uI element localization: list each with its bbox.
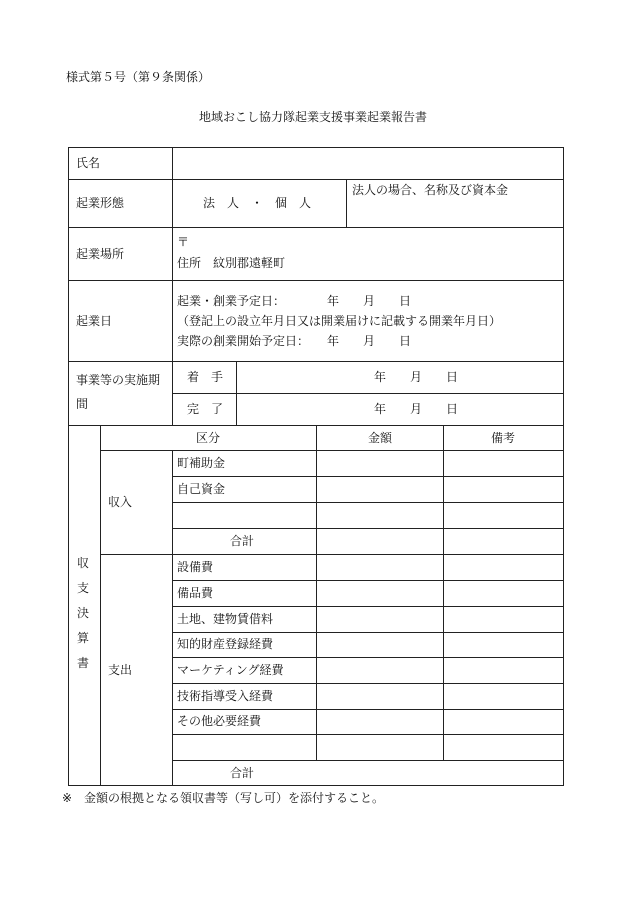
expense-item: 技術指導受入経費	[177, 689, 274, 703]
corp-note-divider	[346, 179, 347, 227]
budget-side-divider	[100, 425, 101, 786]
budget-row-divider	[172, 734, 564, 735]
end-period-label: 完 了	[187, 402, 224, 416]
expense-total-label: 合計	[230, 766, 255, 780]
budget-section-divider	[100, 554, 564, 555]
budget-row-divider	[172, 606, 564, 607]
expense-item: 設備費	[177, 560, 214, 574]
expense-item: 知的財産登録経費	[177, 637, 274, 651]
name-field[interactable]	[174, 149, 562, 178]
budget-header-divider	[100, 450, 564, 451]
budget-row-divider	[172, 683, 564, 684]
amount-column-right	[443, 425, 444, 761]
page-title: 地域おこし協力隊起業支援事業起業報告書	[199, 110, 428, 124]
postal-mark: 〒	[177, 235, 190, 249]
budget-side-label-3: 決	[77, 606, 90, 620]
header-notes: 備考	[491, 431, 516, 445]
period-label-cont: 間	[76, 397, 89, 411]
budget-row-divider	[172, 657, 564, 658]
budget-row-divider	[172, 476, 564, 477]
budget-side-label-4: 算	[77, 631, 90, 645]
expense-item: マーケティング経費	[177, 663, 284, 677]
row-divider	[172, 393, 564, 394]
form-number: 様式第５号（第９条関係）	[66, 70, 211, 84]
expense-item: 土地、建物賃借料	[177, 612, 274, 626]
start-period-label: 着 手	[187, 370, 224, 384]
start-period-date[interactable]: 年 月 日	[374, 370, 459, 384]
expense-label: 支出	[108, 663, 133, 677]
address-field[interactable]: 住所 紋別郡遠軽町	[177, 256, 286, 270]
period-divider	[236, 361, 237, 425]
corp-name-capital-note: 法人の場合、名称及び資本金	[352, 183, 509, 197]
header-amount: 金額	[368, 431, 393, 445]
actual-start-date[interactable]: 実際の創業開始予定日： 年 月 日	[177, 334, 412, 348]
table-border-bottom	[68, 785, 564, 786]
row-divider	[68, 361, 564, 362]
planned-start-date[interactable]: 起業・創業予定日： 年 月 日	[177, 294, 412, 308]
name-label: 氏名	[76, 156, 101, 170]
label-column-divider	[172, 147, 173, 425]
income-item: 町補助金	[177, 456, 226, 470]
attachment-footnote: ※ 金額の根拠となる領収書等（写し可）を添付すること。	[62, 791, 385, 805]
income-total-label: 合計	[230, 534, 255, 548]
business-form-label: 起業形態	[76, 196, 125, 210]
row-divider	[68, 227, 564, 228]
income-label: 収入	[108, 495, 133, 509]
budget-row-divider	[172, 528, 564, 529]
amount-column-left	[316, 425, 317, 761]
business-place-label: 起業場所	[76, 247, 125, 261]
income-item: 自己資金	[177, 482, 226, 496]
budget-row-divider	[172, 580, 564, 581]
budget-row-divider	[172, 709, 564, 710]
table-border-left	[68, 147, 69, 786]
budget-side-label-1: 収	[77, 556, 90, 570]
budget-side-label-5: 書	[77, 656, 90, 670]
expense-item: 備品費	[177, 586, 214, 600]
registration-date-note: （登記上の設立年月日又は開業届けに記載する開業年月日）	[177, 314, 502, 328]
period-label: 事業等の実施期	[76, 373, 161, 387]
row-divider	[68, 179, 564, 180]
row-divider	[68, 280, 564, 281]
budget-row-divider	[172, 760, 564, 761]
budget-side-label-2: 支	[77, 581, 90, 595]
budget-row-divider	[172, 502, 564, 503]
budget-group-divider	[172, 450, 173, 786]
business-form-options[interactable]: 法 人 ・ 個 人	[203, 196, 312, 210]
expense-item: その他必要経費	[177, 714, 262, 728]
budget-row-divider	[172, 632, 564, 633]
end-period-date[interactable]: 年 月 日	[374, 402, 459, 416]
header-category: 区分	[196, 431, 221, 445]
table-border-top	[68, 147, 564, 148]
start-date-label: 起業日	[76, 314, 113, 328]
table-border-right	[563, 147, 564, 786]
